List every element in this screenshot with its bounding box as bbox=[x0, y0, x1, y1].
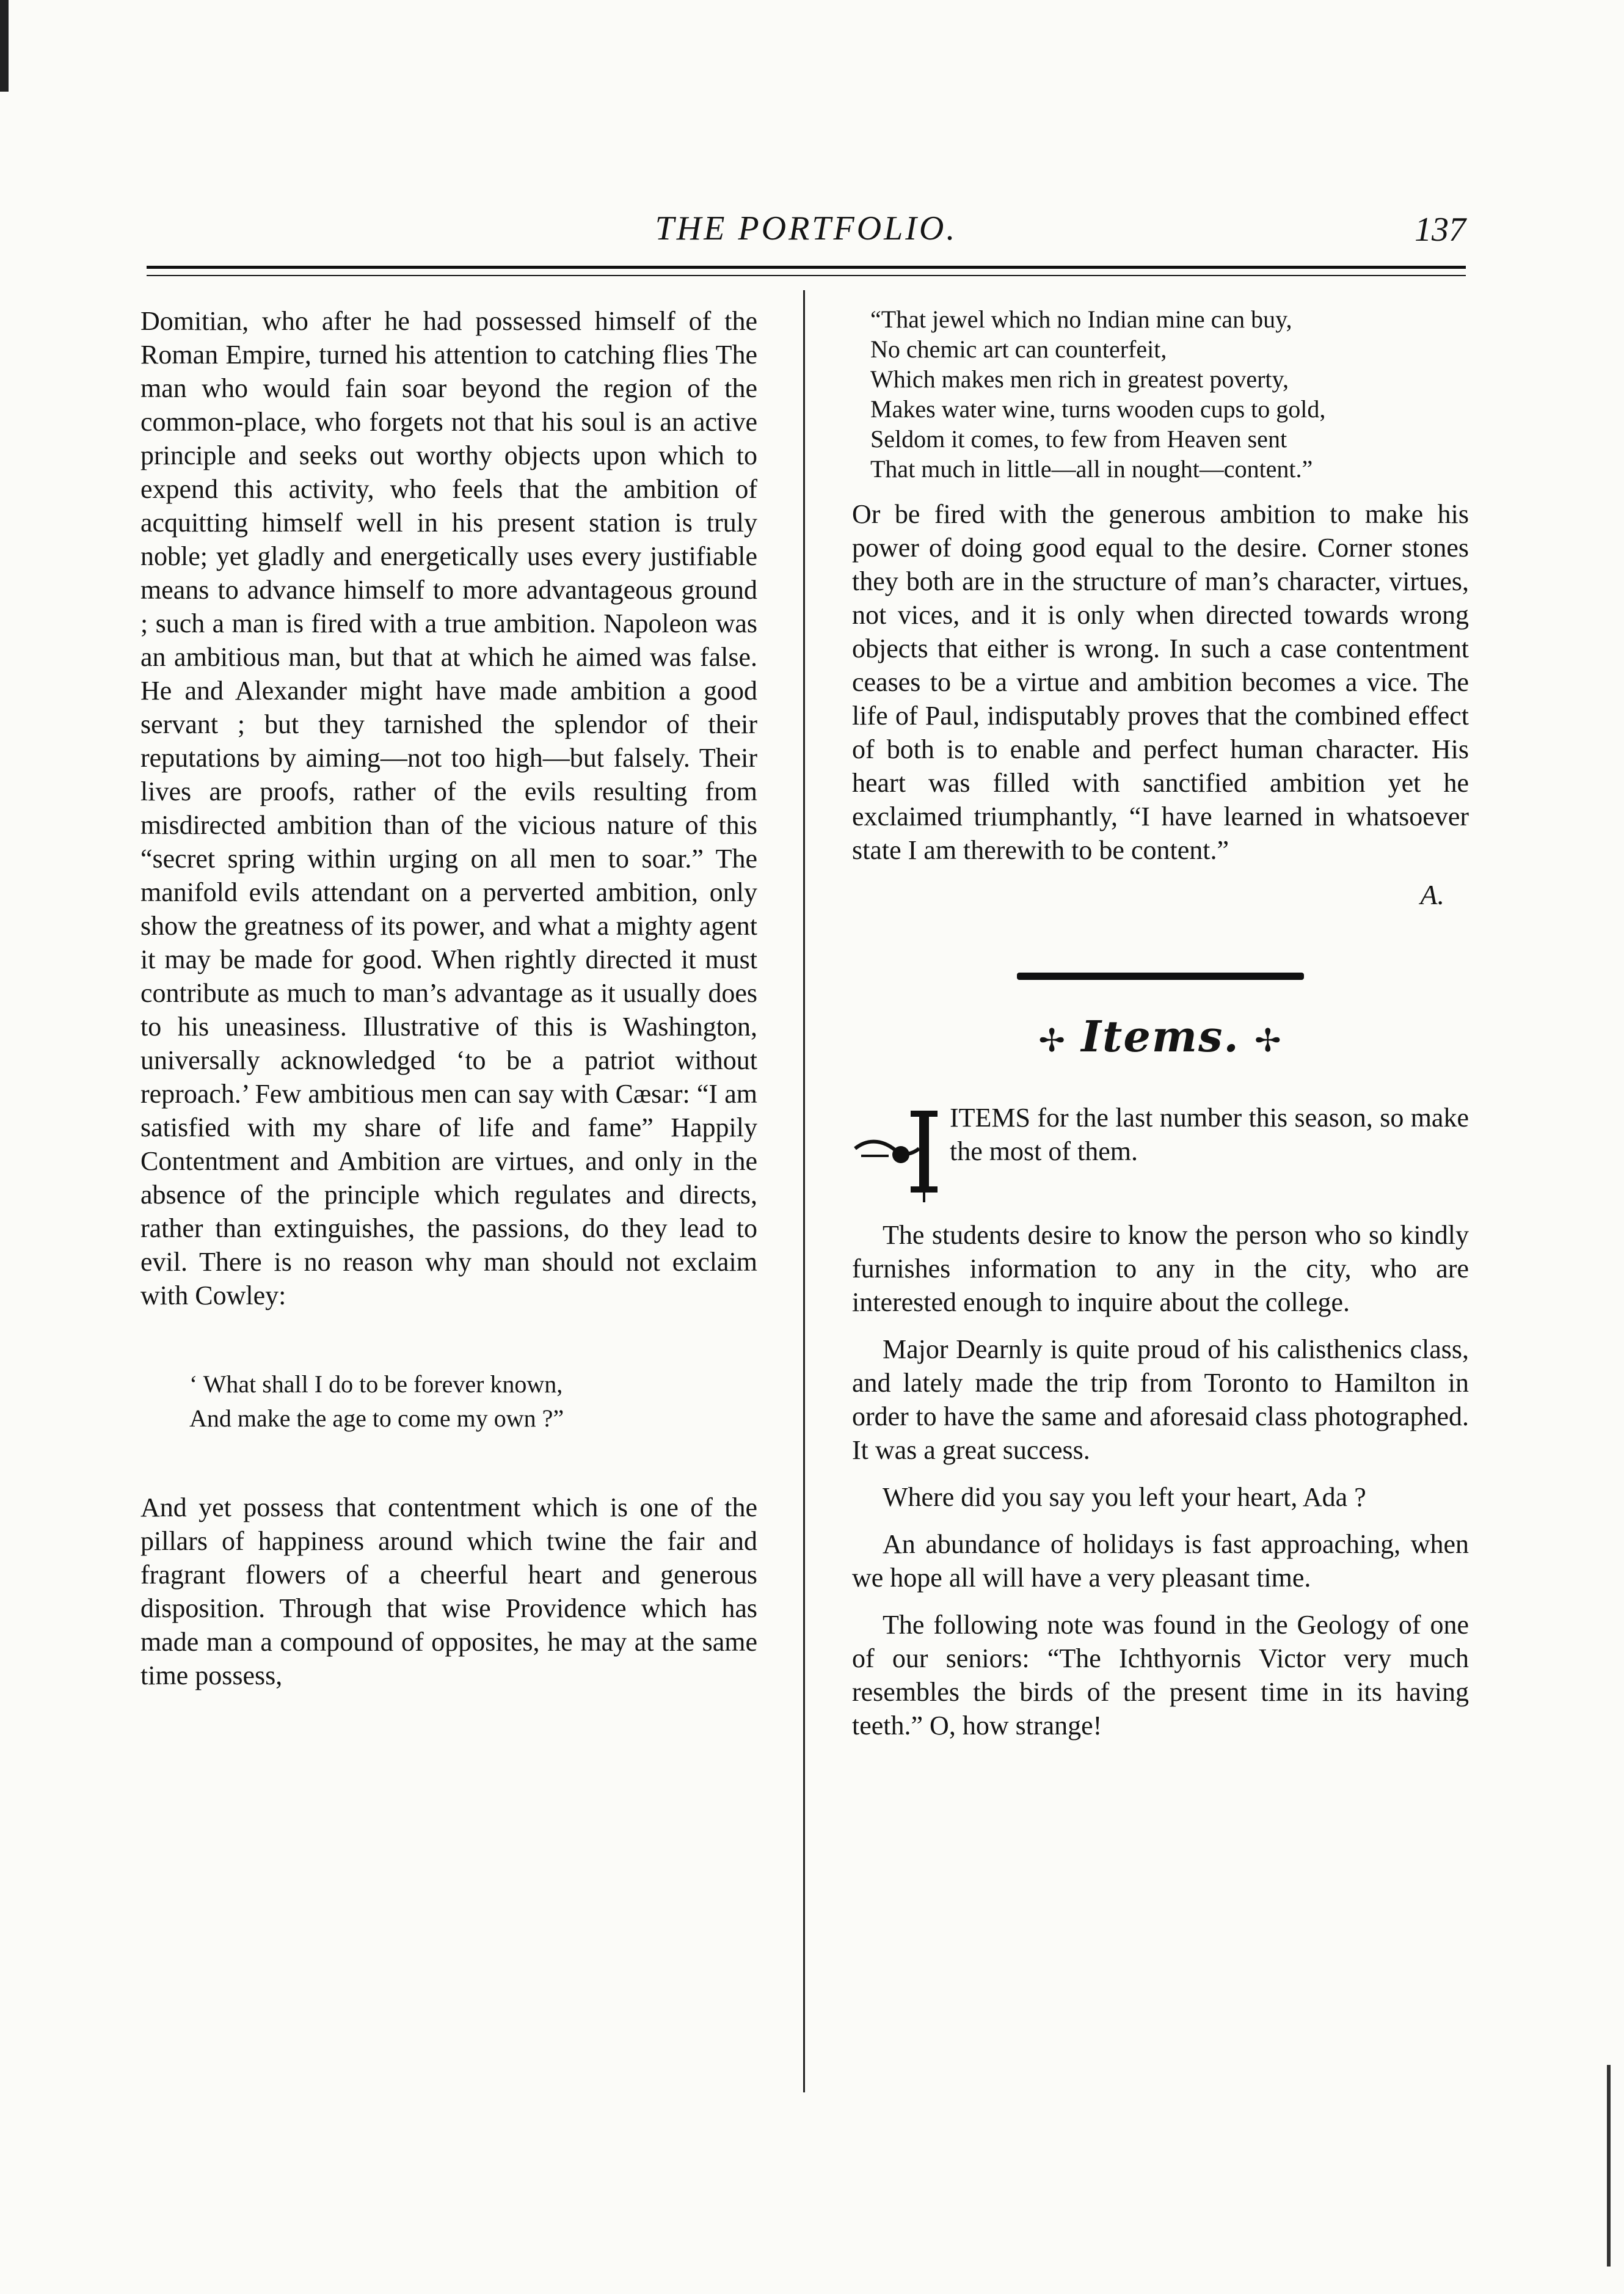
column-divider bbox=[803, 290, 805, 2092]
items-lead-paragraph bbox=[852, 1101, 1469, 1205]
poem-line: Makes water wine, turns wooden cups to gold, bbox=[870, 395, 1326, 423]
quote-line: And make the age to come my own ?” bbox=[189, 1405, 564, 1432]
scan-edge-mark-right bbox=[1607, 2065, 1611, 2267]
poem-line: That much in little—all in nought—content.” bbox=[870, 455, 1313, 483]
item-paragraph: Major Dearnly is quite proud of his calisthenics class, and lately made the trip from Toronto to Hamilton in order to have the same and aforesaid class photographed. It was a great success. bbox=[852, 1334, 1469, 1465]
header-rule-thin bbox=[147, 275, 1466, 276]
item-paragraph: An abundance of holidays is fast approaching, when we hope all will have a very pleasant time. bbox=[852, 1529, 1469, 1593]
cross-ornament-icon: ✢ bbox=[1038, 1023, 1066, 1059]
scan-edge-mark bbox=[0, 0, 9, 92]
item-paragraph: Where did you say you left your heart, Ada ? bbox=[883, 1482, 1366, 1512]
poem-line: No chemic art can counterfeit, bbox=[870, 335, 1167, 363]
drop-cap-ornament-icon bbox=[852, 1106, 944, 1204]
poem-line: “That jewel which no Indian mine can buy, bbox=[870, 305, 1292, 333]
items-lead-text: ITEMS for the last number this season, so make the most of them. bbox=[950, 1103, 1469, 1166]
items-heading bbox=[852, 1011, 1469, 1062]
content-poem bbox=[852, 304, 1469, 484]
poem-line: Seldom it comes, to few from Heaven sent bbox=[870, 425, 1287, 453]
cross-ornament-icon: ✢ bbox=[1254, 1023, 1283, 1059]
header-rule bbox=[147, 266, 1466, 269]
section-rule bbox=[1017, 973, 1304, 980]
author-signature: A. bbox=[1420, 879, 1444, 910]
items-heading-text: Items. bbox=[1081, 1011, 1240, 1062]
poem-line: Which makes men rich in greatest poverty, bbox=[870, 365, 1289, 393]
item-paragraph: The students desire to know the person who so kindly furnishes information to any in the city, who are interested enough to inquire about the college. bbox=[852, 1220, 1469, 1317]
right-column bbox=[852, 304, 1469, 1742]
cowley-quote bbox=[189, 1367, 757, 1436]
left-paragraph-1: Domitian, who after he had possessed himself of the Roman Empire, turned his attention to catching flies The man who would fain soar beyond the region of the common-place, who forgets not that his soul is an active principle and seeks out worthy objects upon which to expend this activity, who feels that the ambition of acquitting himself well in his present station is truly noble; yet gladly and energetically uses every justifiable means to advance himself to more advantageous ground ; such a man is fired with a true ambition. Napoleon was an ambitious man, but that at which he aimed was false. He and Alexander might have made ambition a good servant ; but they tarnished the splendor of their reputations by aiming—not too high—but falsely. Their lives are proofs, rather of the evils resulting from misdirected ambition than of the vicious nature of this “secret spring within urging on all men to soar.” The manifold evils attendant on a perverted ambition, only show the greatness of its power, and what a mighty agent it may be made for good. When rightly directed it must contribute as much to man’s advantage as it usually does to his uneasiness. Illustrative of this is Washington, universally acknowledged ‘to be a patriot without reproach.’ Few ambitious men can say with Cæsar: “I am satisfied with my share of life and fame” Happily Contentment and Ambition are virtues, and only in the absence of the principle which regulates and directs, rather than extinguishes, the passions, do they lead to evil. There is no reason why man should not exclaim with Cowley: bbox=[140, 306, 757, 1310]
item-paragraph: The following note was found in the Geology of one of our seniors: “The Ichthyornis Victor very much resembles the birds of the present time in its having teeth.” O, how strange! bbox=[852, 1610, 1469, 1741]
running-title: THE PORTFOLIO. bbox=[655, 210, 958, 247]
page-header bbox=[147, 202, 1466, 250]
left-paragraph-2: And yet possess that contentment which is one of the pillars of happiness around which twine the fair and fragrant flowers of a cheerful heart and generous disposition. Through that wise Providence which has made man a compound of opposites, he may at the same time possess, bbox=[140, 1492, 757, 1690]
right-paragraph-1: Or be fired with the generous ambition to make his power of doing good equal to the desire. Corner stones they both are in the structure of man’s character, virtues, not vices, and it is only when directed towards wrong objects that either is wrong. In such a case contentment ceases to be a virtue and ambition becomes a vice. The life of Paul, indisputably proves that the combined effect of both is to enable and perfect human character. His heart was filled with sanctified ambition yet he exclaimed triumphantly, “I have learned in whatsoever state I am therewith to be content.” bbox=[852, 499, 1469, 865]
page-number: 137 bbox=[1415, 211, 1466, 249]
left-column bbox=[140, 304, 757, 1692]
quote-line: ‘ What shall I do to be forever known, bbox=[189, 1370, 563, 1398]
